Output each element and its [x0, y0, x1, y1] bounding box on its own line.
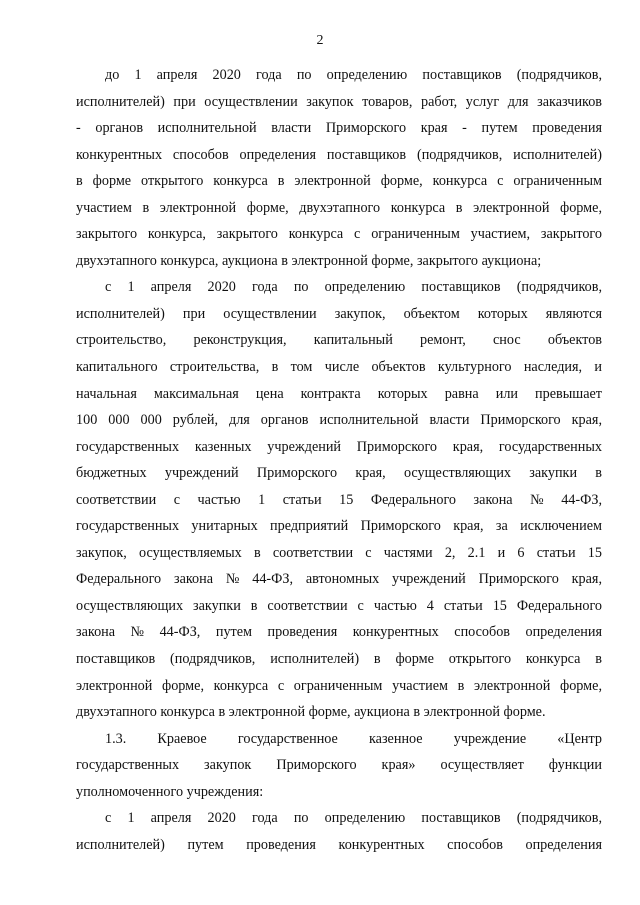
paragraph-line: в форме открытого конкурса в электронной форме, конкурса с ограниченным [76, 173, 602, 190]
paragraph-line: строительство, реконструкция, капитальный ремонт, снос объектов [76, 332, 602, 349]
paragraph-line: Федерального закона № 44-ФЗ, автономных учреждений Приморского края, [76, 571, 602, 588]
paragraph-line: начальная максимальная цена контракта которых равна или превышает [76, 385, 602, 402]
paragraph-line: государственных казенных учреждений Приморского края, государственных [76, 438, 602, 455]
paragraph-line: до 1 апреля 2020 года по определению поставщиков (подрядчиков, [105, 67, 602, 83]
paragraph-line: двухэтапного конкурса в электронной форме, аукциона в электронной форме. [76, 704, 546, 721]
paragraph-line: с 1 апреля 2020 года по определению поставщиков (подрядчиков, [105, 810, 602, 827]
paragraph-line: осуществляющих закупки в соответствии с частью 4 статьи 15 Федерального [76, 597, 602, 614]
paragraph-line: закона № 44-ФЗ, путем проведения конкурентных способов определения [76, 624, 602, 641]
paragraph-line: закупок, осуществляемых в соответствии с частями 2, 2.1 и 6 статьи 15 [76, 544, 602, 561]
paragraph-line: уполномоченного учреждения: [76, 783, 264, 800]
document-body [76, 62, 602, 858]
page-number: 2 [316, 33, 324, 48]
paragraph [76, 274, 602, 725]
paragraph-line: соответствии с частью 1 статьи 15 Федерального закона № 44-ФЗ, [76, 491, 602, 508]
paragraph-line: государственных унитарных предприятий Приморского края, за исключением [76, 518, 602, 535]
paragraph-line: с 1 апреля 2020 года по определению поставщиков (подрядчиков, [105, 279, 602, 296]
paragraph [76, 726, 602, 806]
paragraph-line: электронной форме, конкурса с ограниченным участием в электронной форме, [76, 677, 602, 694]
paragraph [76, 805, 602, 858]
paragraph-line: бюджетных учреждений Приморского края, осуществляющих закупки в [76, 465, 602, 482]
paragraph [76, 62, 602, 274]
paragraph-line: участием в электронной форме, двухэтапного конкурса в электронной форме, [76, 199, 602, 216]
paragraph-line: 100 000 000 рублей, для органов исполнительной власти Приморского края, [76, 412, 602, 429]
paragraph-line: исполнителей) путем проведения конкурентных способов определения [76, 836, 602, 853]
paragraph-line: - органов исполнительной власти Приморского края - путем проведения [76, 120, 602, 137]
paragraph-line: государственных закупок Приморского края» осуществляет функции [76, 757, 602, 774]
paragraph-line: двухэтапного конкурса, аукциона в электронной форме, закрытого аукциона; [76, 252, 542, 269]
paragraph-line: 1.3. Краевое государственное казенное учреждение «Центр [105, 730, 602, 747]
paragraph-line: закрытого конкурса, закрытого конкурса с ограниченным участием, закрытого [76, 226, 602, 243]
paragraph-line: конкурентных способов определения поставщиков (подрядчиков, исполнителей) [76, 146, 602, 163]
paragraph-line: исполнителей) при осуществлении закупок, объектом которых являются [76, 305, 602, 322]
paragraph-line: капитального строительства, в том числе объектов культурного наследия, и [76, 359, 602, 376]
paragraph-line: поставщиков (подрядчиков, исполнителей) в форме открытого конкурса в [76, 651, 602, 668]
paragraph-line: исполнителей) при осуществлении закупок товаров, работ, услуг для заказчиков [76, 93, 602, 110]
